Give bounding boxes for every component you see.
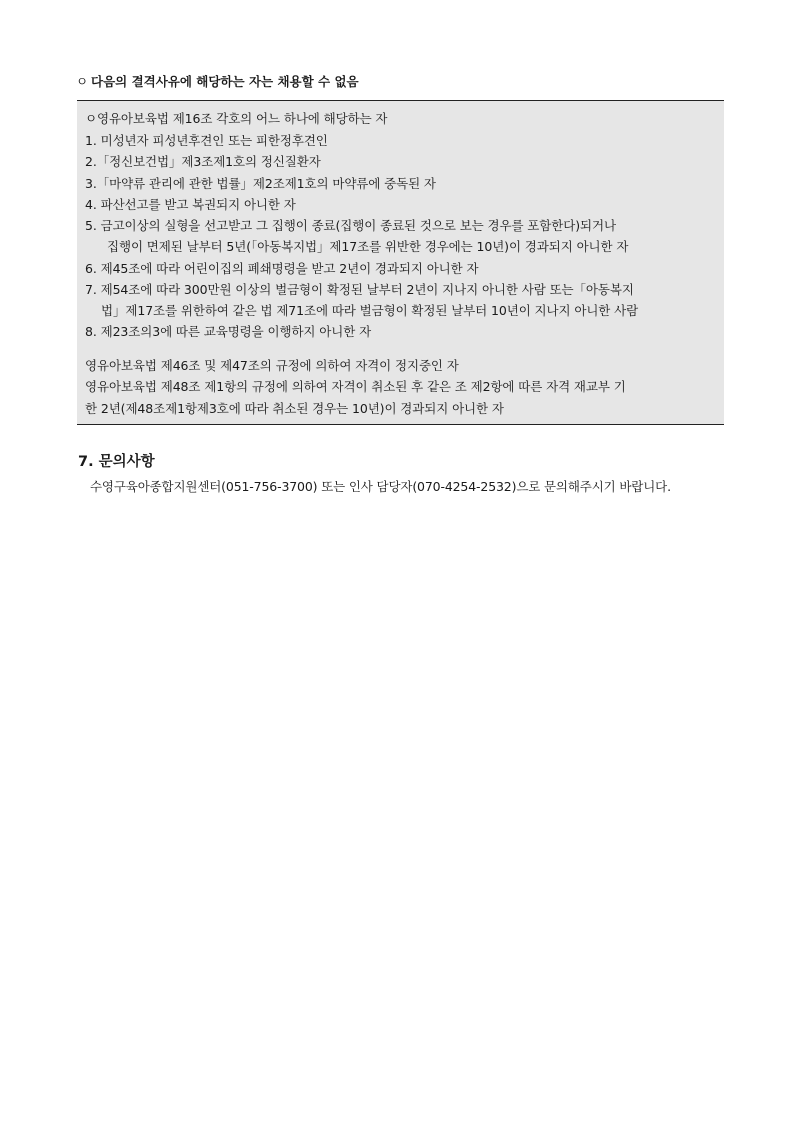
heading-text: 다음의 결격사유에 해당하는 자는 채용할 수 없음 — [91, 74, 359, 89]
disqualification-box — [77, 100, 724, 425]
disqualification-line: 7. 제54조에 따라 300만원 이상의 벌금형이 확정된 날부터 2년이 지나지 아니한 사람 또는「아동복지 — [85, 282, 634, 297]
disqualification-line: 집행이 면제된 날부터 5년(「아동복지법」제17조를 위반한 경우에는 10년)이 경과되지 아니한 자 — [107, 239, 629, 254]
disqualification-heading — [76, 72, 359, 90]
disqualification-line: 법」제17조를 위한하여 같은 법 제71조에 따라 벌금형이 확정된 날부터 10년이 지나지 아니한 사람 — [101, 303, 639, 318]
disqualification-line: ㅇ영유아보육법 제16조 각호의 어느 하나에 해당하는 자 — [85, 111, 388, 126]
inquiry-body: 수영구육아종합지원센터(051-756-3700) 또는 인사 담당자(070-4254-2532)으로 문의해주시기 바랍니다. — [90, 479, 671, 494]
disqualification-line: 4. 파산선고를 받고 복권되지 아니한 자 — [85, 197, 296, 212]
disqualification-line: 2.「정신보건법」제3조제1호의 정신질환자 — [85, 154, 321, 169]
disqualification-line: 영유아보육법 제48조 제1항의 규정에 의하여 자격이 취소된 후 같은 조 제2항에 따른 자격 재교부 기 — [85, 379, 626, 394]
inquiry-title: 7. 문의사항 — [78, 454, 155, 470]
disqualification-line: 1. 미성년자 피성년후견인 또는 피한정후견인 — [85, 133, 328, 148]
disqualification-line: 8. 제23조의3에 따른 교육명령을 이행하지 아니한 자 — [85, 324, 372, 339]
disqualification-line: 6. 제45조에 따라 어린이집의 폐쇄명령을 받고 2년이 경과되지 아니한 자 — [85, 261, 479, 276]
disqualification-line: 5. 금고이상의 실형을 선고받고 그 집행이 종료(집행이 종료된 것으로 보는 경우를 포함한다)되거나 — [85, 218, 616, 233]
disqualification-line: 한 2년(제48조제1항제3호에 따라 취소된 경우는 10년)이 경과되지 아니한 자 — [85, 401, 504, 416]
disqualification-line: 영유아보육법 제46조 및 제47조의 규정에 의하여 자격이 정지중인 자 — [85, 358, 459, 373]
disqualification-line: 3.「마약류 관리에 관한 법률」제2조제1호의 마약류에 중독된 자 — [85, 176, 436, 191]
heading-bullet: ㅇ — [76, 74, 89, 89]
